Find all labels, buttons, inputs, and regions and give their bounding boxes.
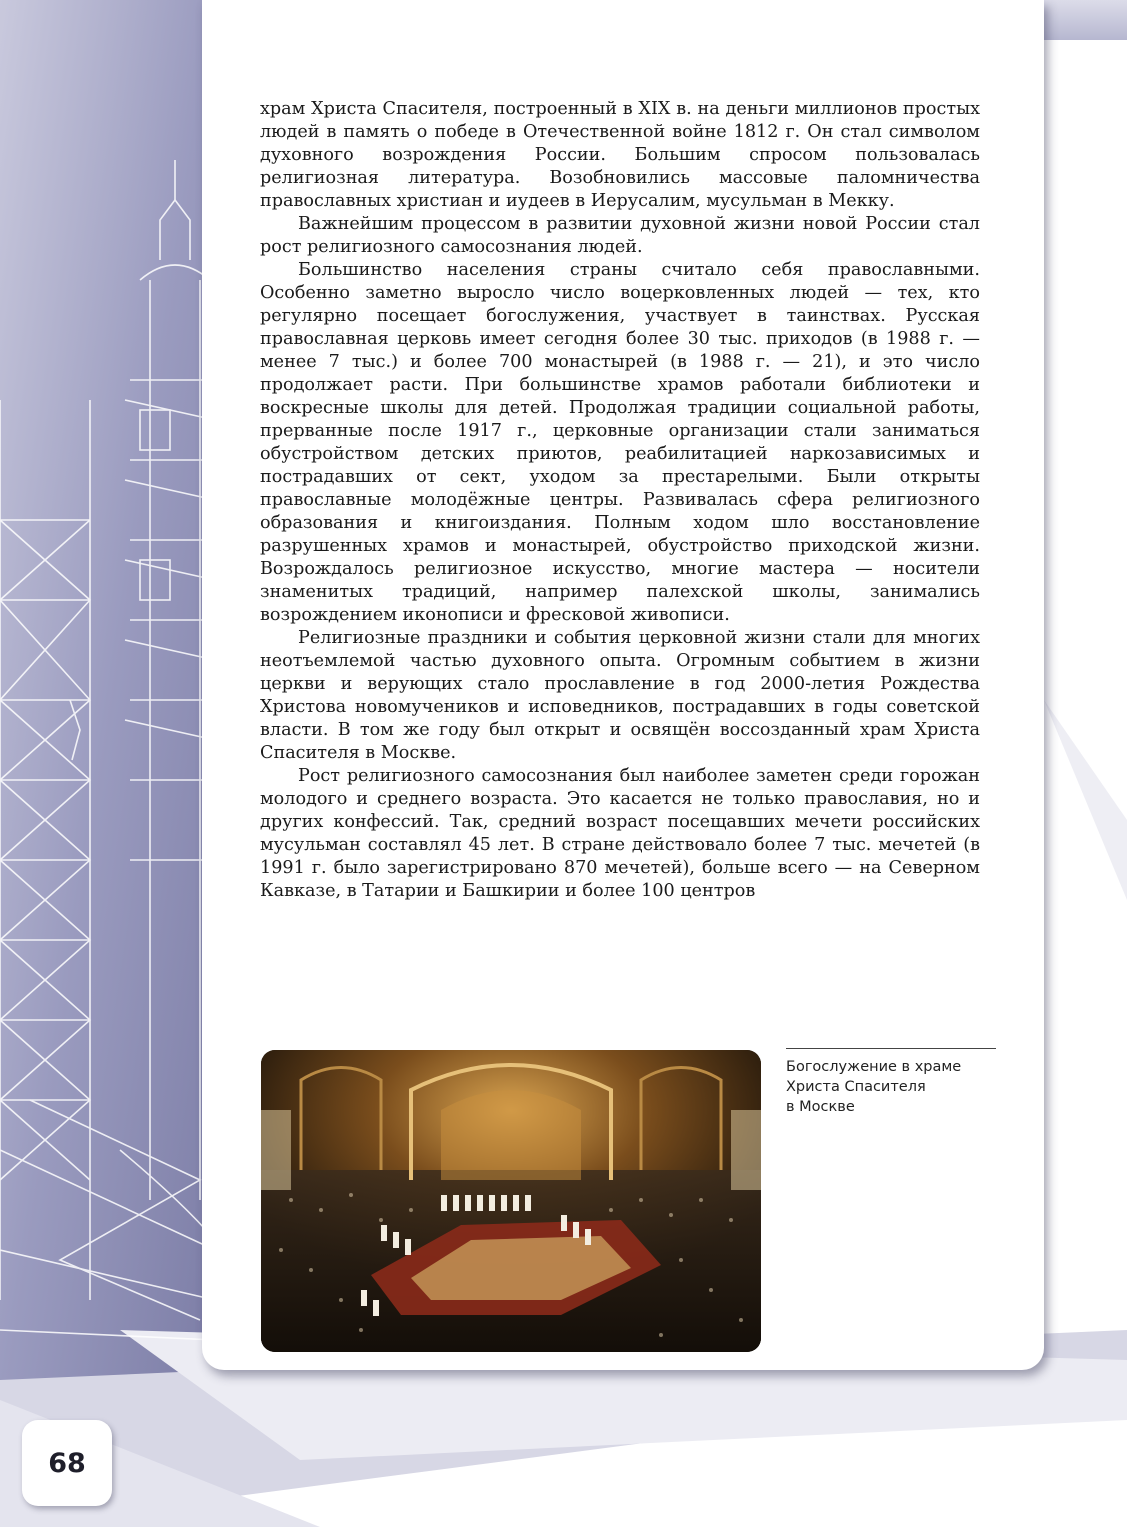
photo-caption	[786, 1048, 996, 1117]
paragraph: Рост религиозного самосознания был наиболее заметен среди горожан молодого и среднего возраста. Это касается не только православия, но и других конфессий. Так, средний возраст посещавших мечети российских мусульман составлял 45 лет. В стране действовало более 7 тыс. мечетей (в 1991 г. было зарегистрировано 870 мечетей), больше всего — на Северном Кавказе, в Татарии и Башкирии и более 100 центров	[260, 766, 980, 901]
paragraph: Важнейшим процессом в развитии духовной жизни новой России стал рост религиозного самосознания людей.	[260, 214, 980, 257]
paragraph: Религиозные праздники и события церковной жизни стали для многих неотъемлемой частью духовного опыта. Огромным событием в жизни церкви и верующих стало прославление в год 2000-летия Рождества Христова новомучеников и исповедников, пострадавших в годы советской власти. В том же году был открыт и освящён воссозданный храм Христа Спасителя в Москве.	[260, 628, 980, 763]
page-number: 68	[22, 1420, 112, 1506]
church-service-photo	[261, 1050, 761, 1352]
caption-line: в Москве	[786, 1099, 855, 1115]
caption-line: Богослужение в храме	[786, 1059, 962, 1075]
caption-line: Христа Спасителя	[786, 1079, 926, 1095]
paragraph: Большинство населения страны считало себя православными. Особенно заметно выросло число воцерковленных людей — тех, кто регулярно посещает богослужения, участвует в таинствах. Русская православная церковь имеет сегодня более 30 тыс. приходов (в 1988 г. — менее 7 тыс.) и более 700 монастырей (в 1988 г. — 21), и это число продолжает расти. При большинстве храмов работали библиотеки и воскресные школы для детей. Продолжая традиции социальной работы, прерванные после 1917 г., церковные организации стали заниматься обустройством детских приютов, реабилитацией наркозависимых и пострадавших от сект, уходом за престарелыми. Были открыты православные молодёжные центры. Развивалась сфера религиозного образования и книгоиздания. Полным ходом шло восстановление разрушенных храмов и монастырей, обустройство приходской жизни. Возрождалось религиозное искусство, многие мастера — носители знаменитых традиций, например палехской школы, занимались возрождением иконописи и фресковой живописи.	[260, 260, 980, 625]
body-text	[260, 98, 980, 903]
paragraph: храм Христа Спасителя, построенный в XIX в. на деньги миллионов простых людей в память о победе в Отечественной войне 1812 г. Он стал символом духовного возрождения России. Большим спросом пользовалась религиозная литература. Возобновились массовые паломничества православных христиан и иудеев в Иерусалим, мусульман в Мекку.	[260, 99, 980, 211]
